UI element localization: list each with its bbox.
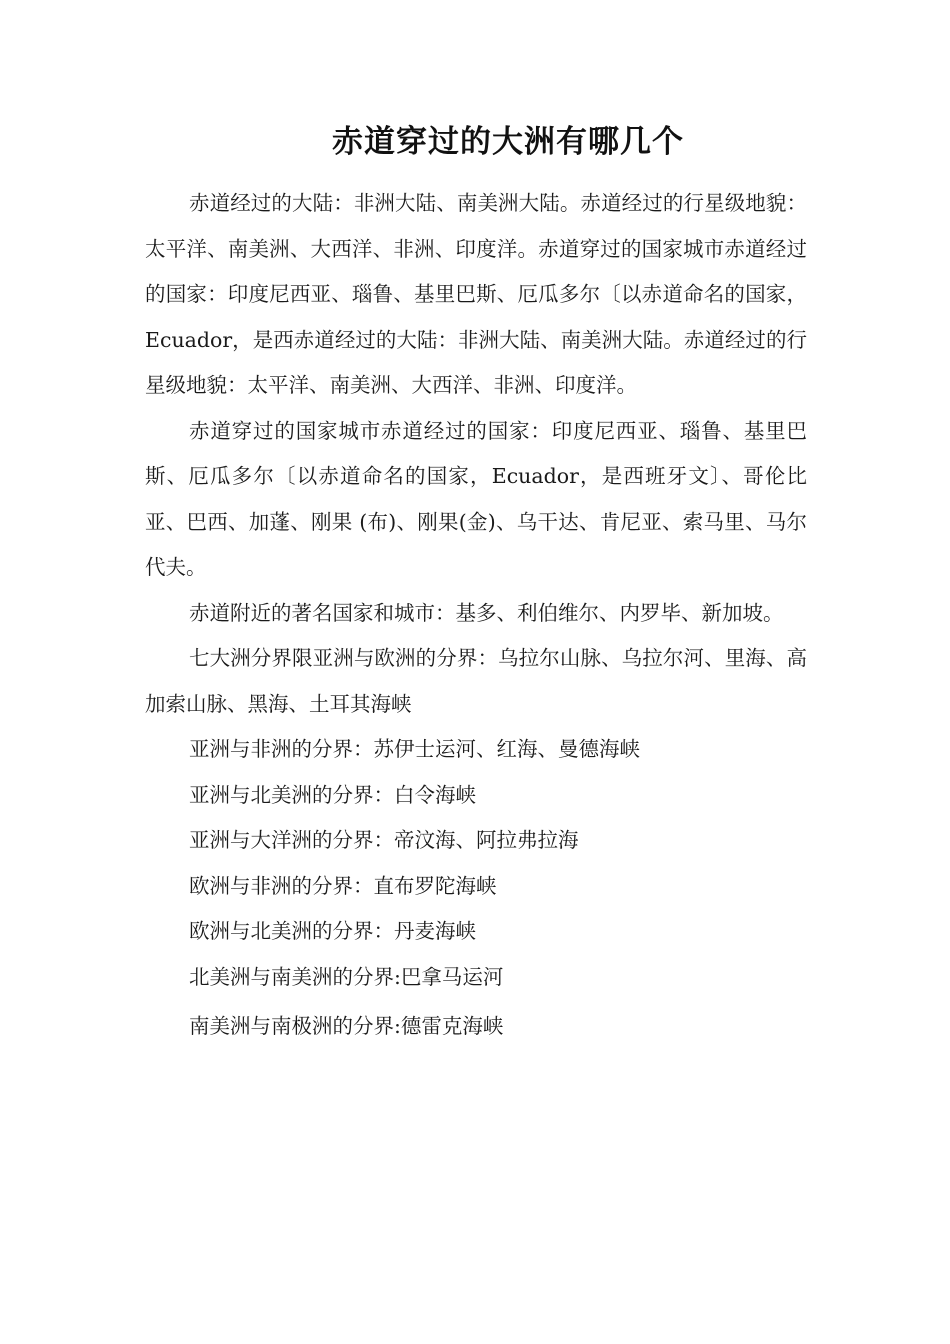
boundary-asia-oceania: 亚洲与大洋洲的分界：帝汶海、阿拉弗拉海 <box>189 828 579 852</box>
paragraph-equator-continents: 赤道经过的大陆：非洲大陆、南美洲大陆。赤道经过的行星级地貌：太平洋、南美洲、大西洋、非洲、印度洋。赤道穿过的国家城市赤道经过的国家：印度尼西亚、瑙鲁、基里巴斯、厄瓜多尔〔以赤道命名的国家，Ecuador，是西赤道经过的大陆：非洲大陆、南美洲大陆。赤道经过的行星级地貌：太平洋、南美洲、大西洋、非洲、印度洋。 <box>145 191 807 397</box>
paragraph-equator-countries: 赤道穿过的国家城市赤道经过的国家：印度尼西亚、瑙鲁、基里巴斯、厄瓜多尔〔以赤道命名的国家，Ecuador，是西班牙文〕、哥伦比亚、巴西、加蓬、刚果 (布)、刚果(金)、乌干达、肯尼亚、索马里、马尔代夫。 <box>145 418 807 579</box>
paragraph-asia-europe-boundary: 七大洲分界限亚洲与欧洲的分界：乌拉尔山脉、乌拉尔河、里海、高加索山脉、黑海、土耳其海峡 <box>145 646 807 716</box>
paragraph-equator-cities: 赤道附近的著名国家和城市：基多、利伯维尔、内罗毕、新加坡。 <box>189 600 784 625</box>
boundary-europe-africa: 欧洲与非洲的分界：直布罗陀海峡 <box>189 873 497 898</box>
boundary-north-south-america: 北美洲与南美洲的分界:巴拿马运河 <box>189 964 504 989</box>
boundary-asia-north-america: 亚洲与北美洲的分界：白令海峡 <box>189 782 476 807</box>
boundary-asia-africa: 亚洲与非洲的分界：苏伊士运河、红海、曼德海峡 <box>189 737 640 761</box>
document-body <box>145 181 807 1050</box>
page-title: 赤道穿过的大洲有哪几个 <box>332 124 684 160</box>
boundary-south-america-antarctica: 南美洲与南极洲的分界:德雷克海峡 <box>189 1014 504 1038</box>
boundary-europe-north-america: 欧洲与北美洲的分界：丹麦海峡 <box>189 919 476 943</box>
